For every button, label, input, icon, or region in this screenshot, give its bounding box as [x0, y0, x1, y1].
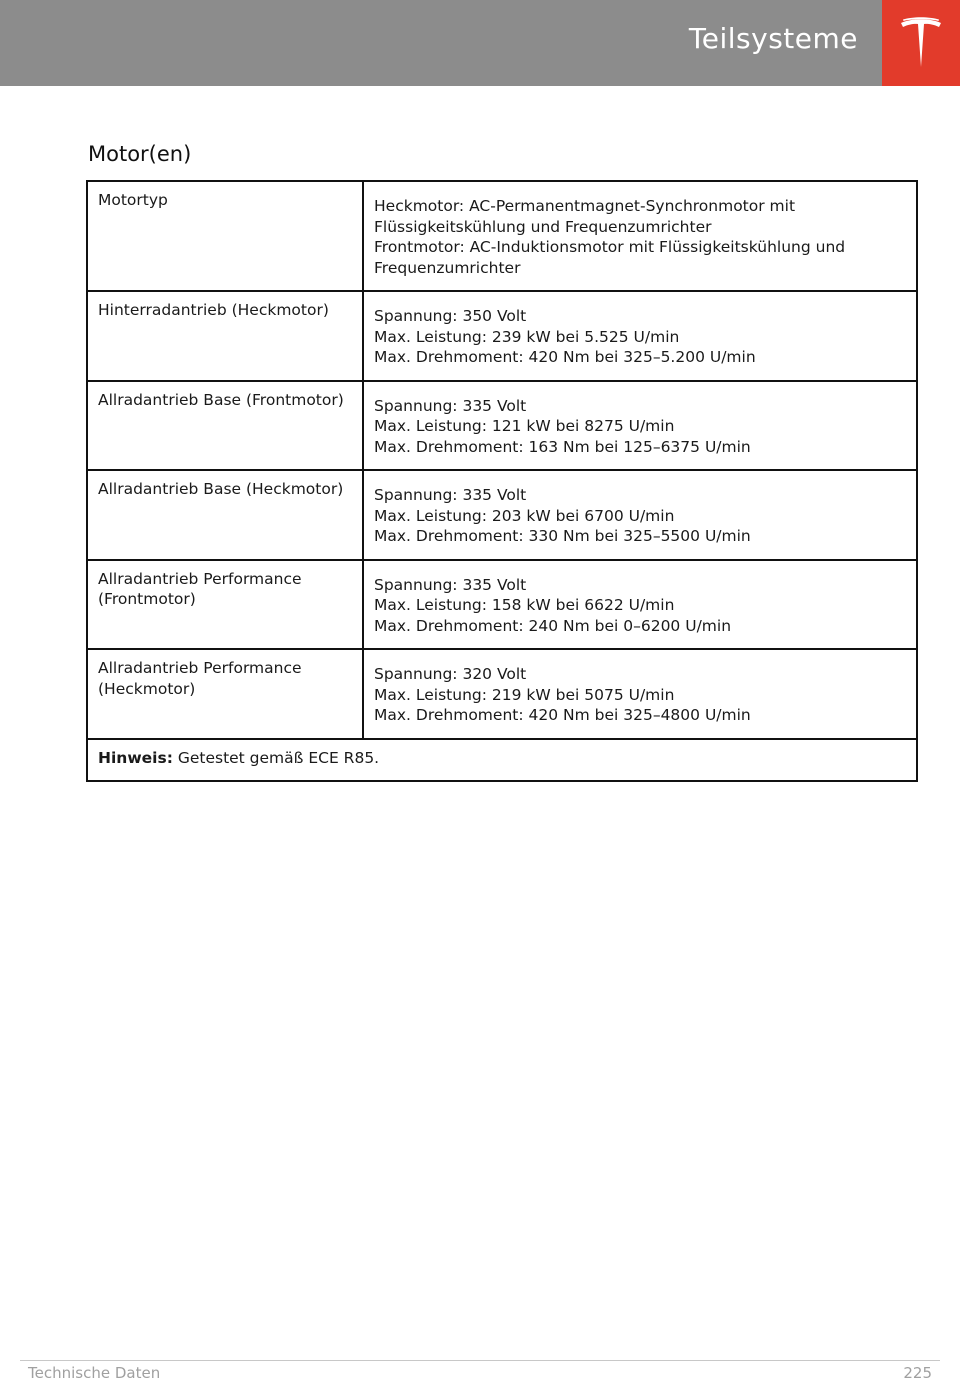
row-label: Allradantrieb Base (Frontmotor) — [87, 381, 363, 471]
value-line: Spannung: 320 Volt — [374, 665, 527, 683]
tesla-logo — [882, 0, 960, 86]
row-label: Allradantrieb Performance (Frontmotor) — [87, 560, 363, 650]
value-line: Max. Drehmoment: 420 Nm bei 325–4800 U/min — [374, 706, 751, 725]
value-line: Max. Drehmoment: 330 Nm bei 325–5500 U/min — [374, 527, 751, 546]
table-row — [87, 381, 917, 471]
value-line: Max. Leistung: 219 kW bei 5075 U/min — [374, 685, 675, 704]
footer-chapter: Technische Daten — [28, 1364, 161, 1382]
value-line: Frontmotor: AC-Induktionsmotor mit Flüssigkeitskühlung und — [374, 238, 846, 257]
table-row — [87, 470, 917, 560]
value-line: Frequenzumrichter — [374, 259, 521, 278]
table-row — [87, 291, 917, 381]
row-value — [363, 470, 917, 560]
value-line: Max. Drehmoment: 420 Nm bei 325–5.200 U/min — [374, 348, 756, 367]
value-line: Max. Leistung: 203 kW bei 6700 U/min — [374, 506, 675, 525]
motor-spec-table — [86, 180, 918, 782]
value-line: Max. Drehmoment: 240 Nm bei 0–6200 U/min — [374, 616, 732, 635]
note-cell — [87, 739, 917, 781]
value-line: Max. Leistung: 158 kW bei 6622 U/min — [374, 596, 675, 615]
note-label: Hinweis: — [98, 748, 173, 767]
tesla-logo-icon — [899, 17, 943, 69]
row-value — [363, 560, 917, 650]
page-number: 225 — [903, 1364, 932, 1382]
page-section-title: Teilsysteme — [688, 22, 858, 55]
row-label: Motortyp — [87, 181, 363, 291]
row-value — [363, 649, 917, 739]
row-value — [363, 291, 917, 381]
row-label: Allradantrieb Base (Heckmotor) — [87, 470, 363, 560]
row-label: Allradantrieb Performance (Heckmotor) — [87, 649, 363, 739]
row-label: Hinterradantrieb (Heckmotor) — [87, 291, 363, 381]
section-heading: Motor(en) — [88, 142, 192, 166]
footer-divider — [20, 1360, 940, 1361]
value-line: Spannung: 335 Volt — [374, 575, 527, 594]
value-line: Spannung: 350 Volt — [374, 307, 527, 325]
value-line: Heckmotor: AC-Permanentmagnet-Synchronmotor mit — [374, 197, 796, 215]
value-line: Max. Drehmoment: 163 Nm bei 125–6375 U/min — [374, 437, 751, 456]
row-value — [363, 381, 917, 471]
value-line: Flüssigkeitskühlung und Frequenzumrichter — [374, 217, 712, 236]
value-line: Spannung: 335 Volt — [374, 486, 527, 504]
row-value — [363, 181, 917, 291]
note-row — [87, 739, 917, 781]
table-row — [87, 649, 917, 739]
table-row — [87, 181, 917, 291]
value-line: Spannung: 335 Volt — [374, 396, 527, 415]
table-row — [87, 560, 917, 650]
value-line: Max. Leistung: 121 kW bei 8275 U/min — [374, 417, 675, 436]
note-text: Getestet gemäß ECE R85. — [177, 748, 380, 767]
value-line: Max. Leistung: 239 kW bei 5.525 U/min — [374, 327, 680, 346]
